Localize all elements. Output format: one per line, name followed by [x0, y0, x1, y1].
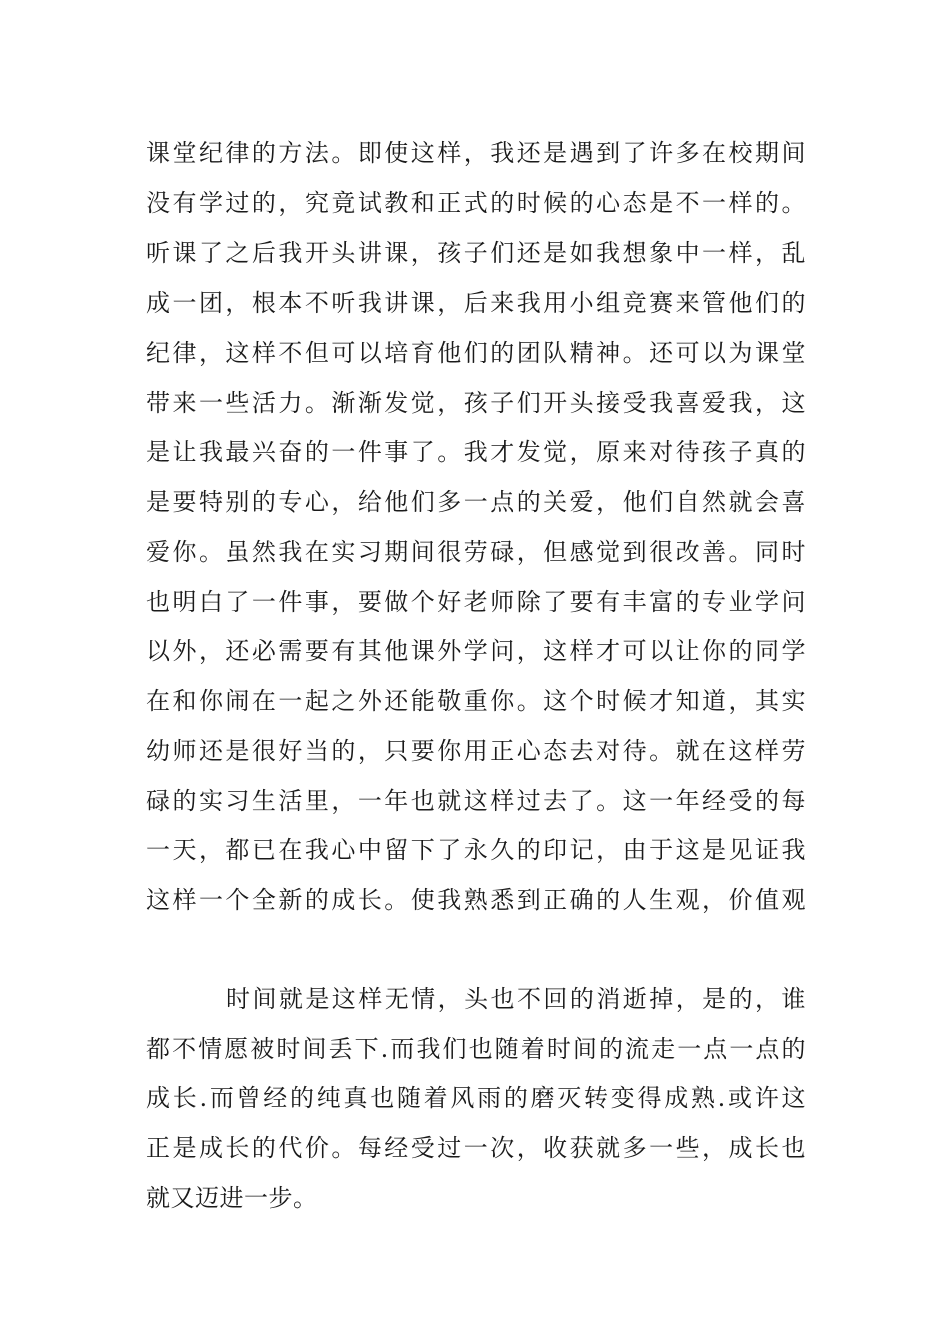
- paragraph-2-line: 正是成长的代价。每经受过一次，收获就多一些，成长也: [146, 1134, 806, 1162]
- paragraph-1-line: 带来一些活力。渐渐发觉，孩子们开头接受我喜爱我，这: [146, 389, 806, 417]
- paragraph-1-line: 碌的实习生活里，一年也就这样过去了。这一年经受的每: [146, 787, 806, 815]
- paragraph-1-line: 听课了之后我开头讲课，孩子们还是如我想象中一样，乱: [146, 239, 806, 267]
- paragraph-1-line: 是要特别的专心，给他们多一点的关爱，他们自然就会喜: [146, 488, 806, 516]
- paragraph-2-line: 都不情愿被时间丢下.而我们也随着时间的流走一点一点的: [146, 1035, 806, 1063]
- paragraph-1-line: 幼师还是很好当的，只要你用正心态去对待。就在这样劳: [146, 737, 806, 765]
- paragraph-1-line: 纪律，这样不但可以培育他们的团队精神。还可以为课堂: [146, 339, 806, 367]
- paragraph-1-line: 成一团，根本不听我讲课，后来我用小组竞赛来管他们的: [146, 289, 806, 317]
- paragraph-1-line: 这样一个全新的成长。使我熟悉到正确的人生观，价值观: [146, 886, 806, 914]
- paragraph-1-line: 是让我最兴奋的一件事了。我才发觉，原来对待孩子真的: [146, 438, 806, 466]
- paragraph-1-line: 爱你。虽然我在实习期间很劳碌，但感觉到很改善。同时: [146, 538, 806, 566]
- paragraph-1-line: 一天，都已在我心中留下了永久的印记，由于这是见证我: [146, 836, 806, 864]
- paragraph-1-line: 课堂纪律的方法。即使这样，我还是遇到了许多在校期间: [146, 139, 806, 167]
- paragraph-1-line: 在和你闹在一起之外还能敬重你。这个时候才知道，其实: [146, 687, 806, 715]
- paragraph-2-line: 就又迈进一步。: [146, 1184, 318, 1212]
- paragraph-2-line: 成长.而曾经的纯真也随着风雨的磨灭转变得成熟.或许这: [146, 1084, 806, 1112]
- paragraph-2-line: 时间就是这样无情，头也不回的消逝掉，是的，谁: [226, 985, 806, 1013]
- paragraph-1-line: 以外，还必需要有其他课外学问，这样才可以让你的同学: [146, 637, 806, 665]
- paragraph-1-line: 也明白了一件事，要做个好老师除了要有丰富的专业学问: [146, 588, 806, 616]
- paragraph-1-line: 没有学过的，究竟试教和正式的时候的心态是不一样的。: [146, 189, 806, 217]
